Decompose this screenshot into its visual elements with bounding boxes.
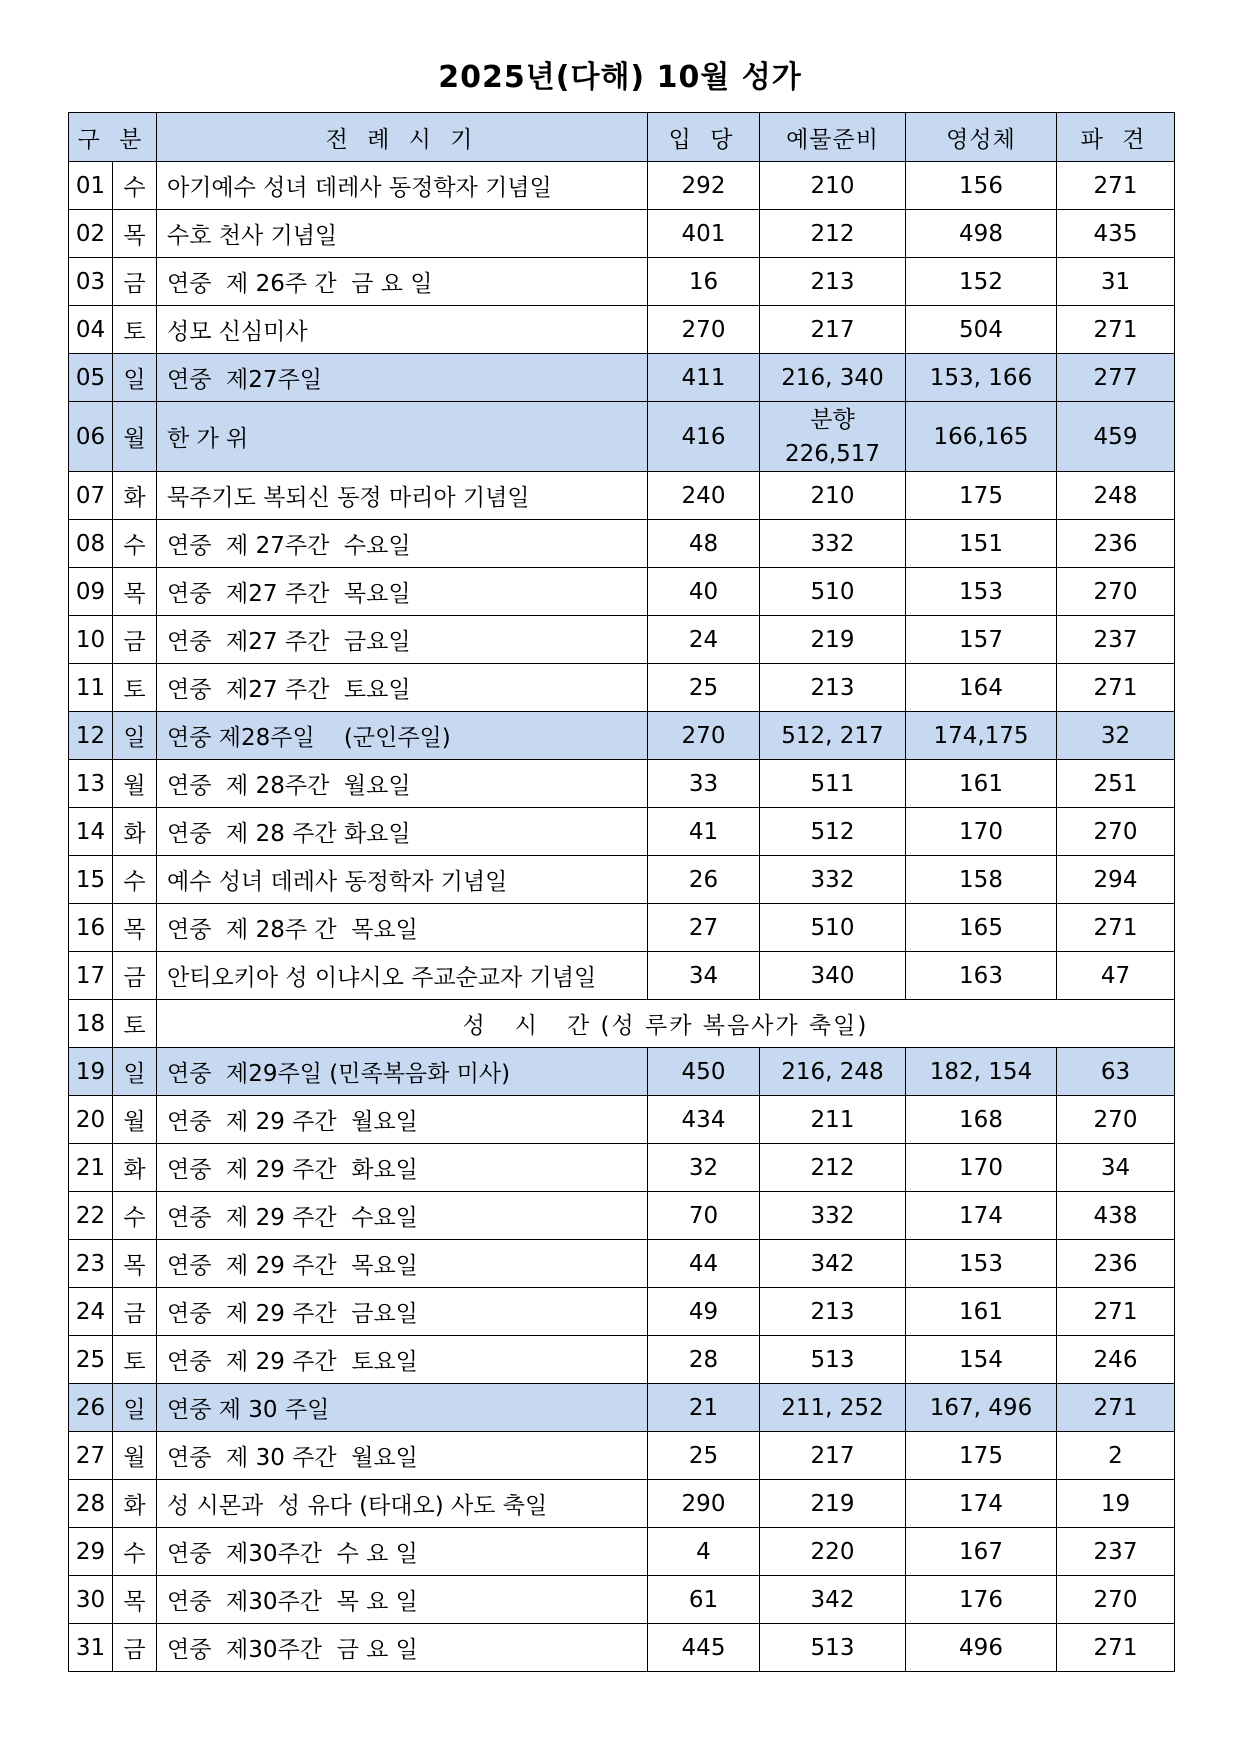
cell-weekday: 수: [113, 520, 157, 568]
cell-day: 22: [69, 1192, 113, 1240]
cell-communion: 164: [906, 664, 1057, 712]
cell-dismissal: 47: [1057, 952, 1175, 1000]
table-row: [69, 1480, 1175, 1528]
header-dismissal: 파 견: [1057, 113, 1175, 162]
cell-dismissal: 246: [1057, 1336, 1175, 1384]
cell-communion: 170: [906, 1144, 1057, 1192]
cell-season: 연중 제27 주간 금요일: [157, 616, 648, 664]
cell-communion: 167: [906, 1528, 1057, 1576]
table-row: [69, 1528, 1175, 1576]
cell-communion: 498: [906, 210, 1057, 258]
cell-entrance: 27: [648, 904, 760, 952]
cell-day: 24: [69, 1288, 113, 1336]
cell-entrance: 445: [648, 1624, 760, 1672]
table-row: [69, 258, 1175, 306]
cell-entrance: 450: [648, 1048, 760, 1096]
table-row: [69, 306, 1175, 354]
cell-offertory: 513: [760, 1336, 906, 1384]
header-communion: 영성체: [906, 113, 1057, 162]
cell-season: 성모 신심미사: [157, 306, 648, 354]
cell-communion: 153: [906, 1240, 1057, 1288]
cell-dismissal: 31: [1057, 258, 1175, 306]
table-row: [69, 402, 1175, 472]
cell-offertory-line2: 226,517: [784, 440, 881, 467]
cell-season: 연중 제 26주 간 금 요 일: [157, 258, 648, 306]
cell-dismissal: 271: [1057, 306, 1175, 354]
cell-entrance: 61: [648, 1576, 760, 1624]
cell-communion: 167, 496: [906, 1384, 1057, 1432]
cell-dismissal: 438: [1057, 1192, 1175, 1240]
cell-offertory: 216, 340: [760, 354, 906, 402]
cell-season: 묵주기도 복되신 동정 마리아 기념일: [157, 472, 648, 520]
cell-offertory: 211, 252: [760, 1384, 906, 1432]
header-season: 전 례 시 기: [157, 113, 648, 162]
cell-communion: 175: [906, 1432, 1057, 1480]
cell-offertory: 512, 217: [760, 712, 906, 760]
cell-offertory: 340: [760, 952, 906, 1000]
cell-season-span: 성 시 간 (성 루카 복음사가 축일): [157, 1000, 1175, 1048]
cell-season: 수호 천사 기념일: [157, 210, 648, 258]
cell-season: 연중 제30주간 금 요 일: [157, 1624, 648, 1672]
cell-entrance: 292: [648, 162, 760, 210]
cell-offertory: 332: [760, 1192, 906, 1240]
cell-offertory: 510: [760, 568, 906, 616]
cell-weekday: 월: [113, 760, 157, 808]
cell-season: 성 시몬과 성 유다 (타대오) 사도 축일: [157, 1480, 648, 1528]
cell-day: 30: [69, 1576, 113, 1624]
table-row: [69, 1048, 1175, 1096]
cell-day: 29: [69, 1528, 113, 1576]
cell-offertory: 210: [760, 162, 906, 210]
cell-communion: 151: [906, 520, 1057, 568]
cell-weekday: 수: [113, 162, 157, 210]
cell-day: 13: [69, 760, 113, 808]
cell-weekday: 일: [113, 1384, 157, 1432]
cell-communion: 504: [906, 306, 1057, 354]
cell-weekday: 화: [113, 1480, 157, 1528]
cell-offertory: 513: [760, 1624, 906, 1672]
cell-dismissal: 459: [1057, 402, 1175, 472]
cell-season: 연중 제28주일 (군인주일): [157, 712, 648, 760]
cell-communion: 174: [906, 1192, 1057, 1240]
table-row: [69, 520, 1175, 568]
cell-offertory: 219: [760, 616, 906, 664]
cell-communion: 153: [906, 568, 1057, 616]
cell-dismissal: 270: [1057, 808, 1175, 856]
cell-entrance: 25: [648, 1432, 760, 1480]
cell-weekday: 화: [113, 472, 157, 520]
table-row: [69, 1336, 1175, 1384]
cell-communion: 175: [906, 472, 1057, 520]
cell-dismissal: 271: [1057, 1624, 1175, 1672]
cell-offertory: 512: [760, 808, 906, 856]
cell-dismissal: 237: [1057, 616, 1175, 664]
cell-season: 연중 제 28 주간 화요일: [157, 808, 648, 856]
cell-weekday: 목: [113, 1240, 157, 1288]
cell-communion: 161: [906, 1288, 1057, 1336]
cell-offertory: 342: [760, 1240, 906, 1288]
cell-day: 14: [69, 808, 113, 856]
cell-dismissal: 236: [1057, 1240, 1175, 1288]
table-row: [69, 472, 1175, 520]
cell-communion: 154: [906, 1336, 1057, 1384]
cell-communion: 168: [906, 1096, 1057, 1144]
cell-weekday: 화: [113, 1144, 157, 1192]
cell-dismissal: 32: [1057, 712, 1175, 760]
cell-season: 연중 제30주간 수 요 일: [157, 1528, 648, 1576]
cell-offertory: 213: [760, 664, 906, 712]
hymn-table: [68, 112, 1175, 1672]
cell-day: 07: [69, 472, 113, 520]
cell-season: 연중 제 29 주간 월요일: [157, 1096, 648, 1144]
cell-dismissal: 270: [1057, 1576, 1175, 1624]
cell-communion: 174: [906, 1480, 1057, 1528]
cell-dismissal: 19: [1057, 1480, 1175, 1528]
cell-season: 연중 제 28주 간 목요일: [157, 904, 648, 952]
cell-day: 15: [69, 856, 113, 904]
cell-weekday: 월: [113, 1432, 157, 1480]
cell-day: 04: [69, 306, 113, 354]
table-row: [69, 354, 1175, 402]
cell-communion: 165: [906, 904, 1057, 952]
cell-day: 08: [69, 520, 113, 568]
cell-entrance: 49: [648, 1288, 760, 1336]
cell-season: 연중 제27 주간 토요일: [157, 664, 648, 712]
table-row: [69, 1288, 1175, 1336]
cell-day: 20: [69, 1096, 113, 1144]
cell-entrance: 33: [648, 760, 760, 808]
cell-offertory: 220: [760, 1528, 906, 1576]
cell-offertory: 213: [760, 1288, 906, 1336]
table-row: [69, 1144, 1175, 1192]
table-row: [69, 1192, 1175, 1240]
cell-weekday: 목: [113, 568, 157, 616]
cell-entrance: 44: [648, 1240, 760, 1288]
table-row: [69, 210, 1175, 258]
cell-entrance: 4: [648, 1528, 760, 1576]
cell-weekday: 금: [113, 616, 157, 664]
cell-communion: 158: [906, 856, 1057, 904]
cell-season: 연중 제 29 주간 수요일: [157, 1192, 648, 1240]
cell-season: 안티오키아 성 이냐시오 주교순교자 기념일: [157, 952, 648, 1000]
table-row: [69, 904, 1175, 952]
cell-day: 26: [69, 1384, 113, 1432]
cell-dismissal: 248: [1057, 472, 1175, 520]
cell-dismissal: 63: [1057, 1048, 1175, 1096]
table-row: [69, 1576, 1175, 1624]
cell-offertory: 511: [760, 760, 906, 808]
cell-entrance: 21: [648, 1384, 760, 1432]
cell-weekday: 금: [113, 1624, 157, 1672]
table-row: [69, 808, 1175, 856]
table-row: [69, 1096, 1175, 1144]
table-row: [69, 712, 1175, 760]
cell-communion: 182, 154: [906, 1048, 1057, 1096]
cell-day: 11: [69, 664, 113, 712]
cell-weekday: 금: [113, 952, 157, 1000]
cell-dismissal: 435: [1057, 210, 1175, 258]
cell-day: 16: [69, 904, 113, 952]
cell-day: 23: [69, 1240, 113, 1288]
cell-entrance: 401: [648, 210, 760, 258]
cell-communion: 156: [906, 162, 1057, 210]
cell-entrance: 40: [648, 568, 760, 616]
cell-season: 연중 제 30 주일: [157, 1384, 648, 1432]
cell-day: 09: [69, 568, 113, 616]
cell-entrance: 290: [648, 1480, 760, 1528]
cell-offertory: 216, 248: [760, 1048, 906, 1096]
cell-weekday: 목: [113, 210, 157, 258]
cell-offertory: 212: [760, 210, 906, 258]
cell-weekday: 금: [113, 1288, 157, 1336]
cell-season: 예수 성녀 데레사 동정학자 기념일: [157, 856, 648, 904]
table-row: [69, 1384, 1175, 1432]
cell-offertory: 211: [760, 1096, 906, 1144]
cell-dismissal: 271: [1057, 664, 1175, 712]
cell-dismissal: 270: [1057, 568, 1175, 616]
cell-dismissal: 270: [1057, 1096, 1175, 1144]
cell-weekday: 금: [113, 258, 157, 306]
cell-season: 한 가 위: [157, 402, 648, 472]
cell-communion: 153, 166: [906, 354, 1057, 402]
cell-dismissal: 237: [1057, 1528, 1175, 1576]
cell-entrance: 270: [648, 306, 760, 354]
table-row: [69, 568, 1175, 616]
cell-weekday: 토: [113, 1000, 157, 1048]
cell-dismissal: 277: [1057, 354, 1175, 402]
cell-dismissal: 236: [1057, 520, 1175, 568]
cell-season: 연중 제 29 주간 화요일: [157, 1144, 648, 1192]
cell-communion: 170: [906, 808, 1057, 856]
cell-day: 27: [69, 1432, 113, 1480]
cell-dismissal: 251: [1057, 760, 1175, 808]
cell-weekday: 수: [113, 1528, 157, 1576]
table-row: [69, 162, 1175, 210]
table-row: [69, 1240, 1175, 1288]
cell-offertory: [760, 402, 906, 472]
cell-weekday: 토: [113, 1336, 157, 1384]
cell-offertory: 217: [760, 306, 906, 354]
cell-day: 25: [69, 1336, 113, 1384]
cell-season: 연중 제 29 주간 토요일: [157, 1336, 648, 1384]
cell-weekday: 수: [113, 856, 157, 904]
cell-offertory: 212: [760, 1144, 906, 1192]
cell-entrance: 34: [648, 952, 760, 1000]
cell-offertory: 217: [760, 1432, 906, 1480]
cell-dismissal: 271: [1057, 1384, 1175, 1432]
cell-offertory: 210: [760, 472, 906, 520]
cell-day: 03: [69, 258, 113, 306]
table-row: [69, 1000, 1175, 1048]
cell-day: 19: [69, 1048, 113, 1096]
header-offertory: 예물준비: [760, 113, 906, 162]
cell-entrance: 26: [648, 856, 760, 904]
header-entrance: 입 당: [648, 113, 760, 162]
cell-day: 06: [69, 402, 113, 472]
table-row: [69, 664, 1175, 712]
cell-entrance: 416: [648, 402, 760, 472]
cell-communion: 163: [906, 952, 1057, 1000]
cell-communion: 166,165: [906, 402, 1057, 472]
cell-day: 17: [69, 952, 113, 1000]
page-title: 2025년(다해) 10월 성가: [438, 60, 802, 95]
cell-dismissal: 271: [1057, 1288, 1175, 1336]
table-row: [69, 952, 1175, 1000]
cell-entrance: 48: [648, 520, 760, 568]
cell-day: 10: [69, 616, 113, 664]
cell-day: 12: [69, 712, 113, 760]
cell-season: 아기예수 성녀 데레사 동정학자 기념일: [157, 162, 648, 210]
cell-weekday: 목: [113, 904, 157, 952]
cell-entrance: 411: [648, 354, 760, 402]
cell-entrance: 270: [648, 712, 760, 760]
cell-season: 연중 제29주일 (민족복음화 미사): [157, 1048, 648, 1096]
cell-entrance: 70: [648, 1192, 760, 1240]
cell-dismissal: 294: [1057, 856, 1175, 904]
cell-offertory: 510: [760, 904, 906, 952]
cell-day: 28: [69, 1480, 113, 1528]
cell-season: 연중 제27주일: [157, 354, 648, 402]
cell-entrance: 28: [648, 1336, 760, 1384]
cell-entrance: 240: [648, 472, 760, 520]
cell-season: 연중 제 29 주간 금요일: [157, 1288, 648, 1336]
header-row: [69, 113, 1175, 162]
cell-season: 연중 제30주간 목 요 일: [157, 1576, 648, 1624]
cell-offertory-line1: 분향: [810, 406, 855, 433]
cell-entrance: 32: [648, 1144, 760, 1192]
cell-dismissal: 2: [1057, 1432, 1175, 1480]
table-row: [69, 760, 1175, 808]
table-row: [69, 1432, 1175, 1480]
cell-communion: 157: [906, 616, 1057, 664]
cell-communion: 496: [906, 1624, 1057, 1672]
cell-offertory: 219: [760, 1480, 906, 1528]
cell-day: 02: [69, 210, 113, 258]
cell-weekday: 일: [113, 712, 157, 760]
table-row: [69, 856, 1175, 904]
cell-day: 01: [69, 162, 113, 210]
cell-weekday: 일: [113, 354, 157, 402]
cell-season: 연중 제 30 주간 월요일: [157, 1432, 648, 1480]
cell-dismissal: 34: [1057, 1144, 1175, 1192]
cell-day: 21: [69, 1144, 113, 1192]
cell-weekday: 토: [113, 664, 157, 712]
cell-communion: 174,175: [906, 712, 1057, 760]
cell-entrance: 434: [648, 1096, 760, 1144]
cell-offertory: 342: [760, 1576, 906, 1624]
table-row: [69, 616, 1175, 664]
cell-day: 31: [69, 1624, 113, 1672]
cell-offertory: 332: [760, 520, 906, 568]
cell-weekday: 월: [113, 1096, 157, 1144]
cell-entrance: 41: [648, 808, 760, 856]
cell-season: 연중 제 27주간 수요일: [157, 520, 648, 568]
cell-weekday: 월: [113, 402, 157, 472]
cell-communion: 176: [906, 1576, 1057, 1624]
cell-weekday: 목: [113, 1576, 157, 1624]
cell-season: 연중 제 29 주간 목요일: [157, 1240, 648, 1288]
cell-offertory: 332: [760, 856, 906, 904]
cell-weekday: 수: [113, 1192, 157, 1240]
cell-weekday: 일: [113, 1048, 157, 1096]
header-division: 구 분: [69, 113, 157, 162]
cell-season: 연중 제27 주간 목요일: [157, 568, 648, 616]
cell-weekday: 토: [113, 306, 157, 354]
cell-day: 05: [69, 354, 113, 402]
cell-day: 18: [69, 1000, 113, 1048]
cell-season: 연중 제 28주간 월요일: [157, 760, 648, 808]
cell-entrance: 25: [648, 664, 760, 712]
cell-offertory: 213: [760, 258, 906, 306]
cell-communion: 161: [906, 760, 1057, 808]
cell-entrance: 24: [648, 616, 760, 664]
cell-entrance: 16: [648, 258, 760, 306]
cell-dismissal: 271: [1057, 904, 1175, 952]
table-row: [69, 1624, 1175, 1672]
cell-dismissal: 271: [1057, 162, 1175, 210]
cell-weekday: 화: [113, 808, 157, 856]
cell-communion: 152: [906, 258, 1057, 306]
